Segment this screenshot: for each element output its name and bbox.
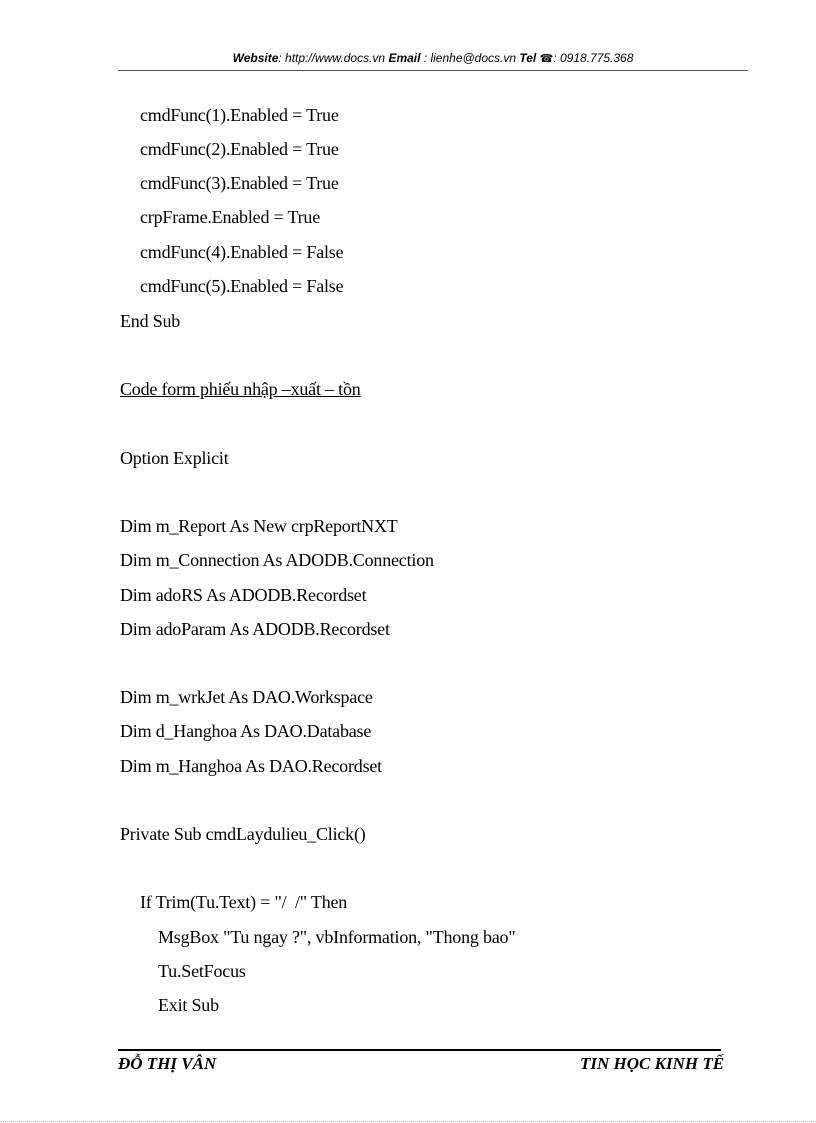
code-line: End Sub	[120, 311, 181, 331]
tel-value: : 0918.775.368	[553, 51, 634, 65]
code-line: cmdFunc(1).Enabled = True	[140, 105, 339, 125]
website-label: Website	[232, 51, 279, 65]
code-line: Option Explicit	[120, 448, 229, 468]
footer-author: ĐỖ THỊ VÂN	[118, 1054, 217, 1073]
code-line: Dim m_Connection As ADODB.Connection	[120, 550, 434, 570]
section-heading: Code form phiếu nhập –xuất – tồn	[120, 379, 361, 399]
page-edge-divider	[0, 1121, 816, 1122]
code-line: Dim m_wrkJet As DAO.Workspace	[120, 687, 373, 707]
email-label: Email	[388, 51, 421, 65]
code-line: If Trim(Tu.Text) = "/ /" Then	[140, 892, 348, 912]
code-line: Dim adoParam As ADODB.Recordset	[120, 619, 390, 639]
code-line: Dim adoRS As ADODB.Recordset	[120, 585, 367, 605]
code-line: Dim m_Report As New crpReportNXT	[120, 516, 398, 536]
code-line: Tu.SetFocus	[158, 961, 246, 981]
code-line: Dim d_Hanghoa As DAO.Database	[120, 721, 372, 741]
code-line: Private Sub cmdLaydulieu_Click()	[120, 824, 366, 844]
footer-rule	[118, 1049, 721, 1051]
code-line: cmdFunc(5).Enabled = False	[140, 276, 344, 296]
code-line: cmdFunc(2).Enabled = True	[140, 139, 339, 159]
phone-icon: ☎	[539, 53, 554, 65]
code-line: MsgBox "Tu ngay ?", vbInformation, "Thong bao"	[158, 927, 516, 947]
tel-label: Tel	[519, 51, 537, 65]
website-value: : http://www.docs.vn	[278, 51, 386, 65]
header-rule	[118, 70, 748, 71]
page-header	[118, 51, 748, 65]
code-line: crpFrame.Enabled = True	[140, 207, 321, 227]
email-value: : lienhe@docs.vn	[423, 51, 517, 65]
code-line: Exit Sub	[158, 995, 219, 1015]
code-line: Dim m_Hanghoa As DAO.Recordset	[120, 756, 382, 776]
code-line: cmdFunc(3).Enabled = True	[140, 173, 339, 193]
code-line: cmdFunc(4).Enabled = False	[140, 242, 344, 262]
footer-subject: TIN HỌC KINH TẾ	[580, 1054, 725, 1073]
